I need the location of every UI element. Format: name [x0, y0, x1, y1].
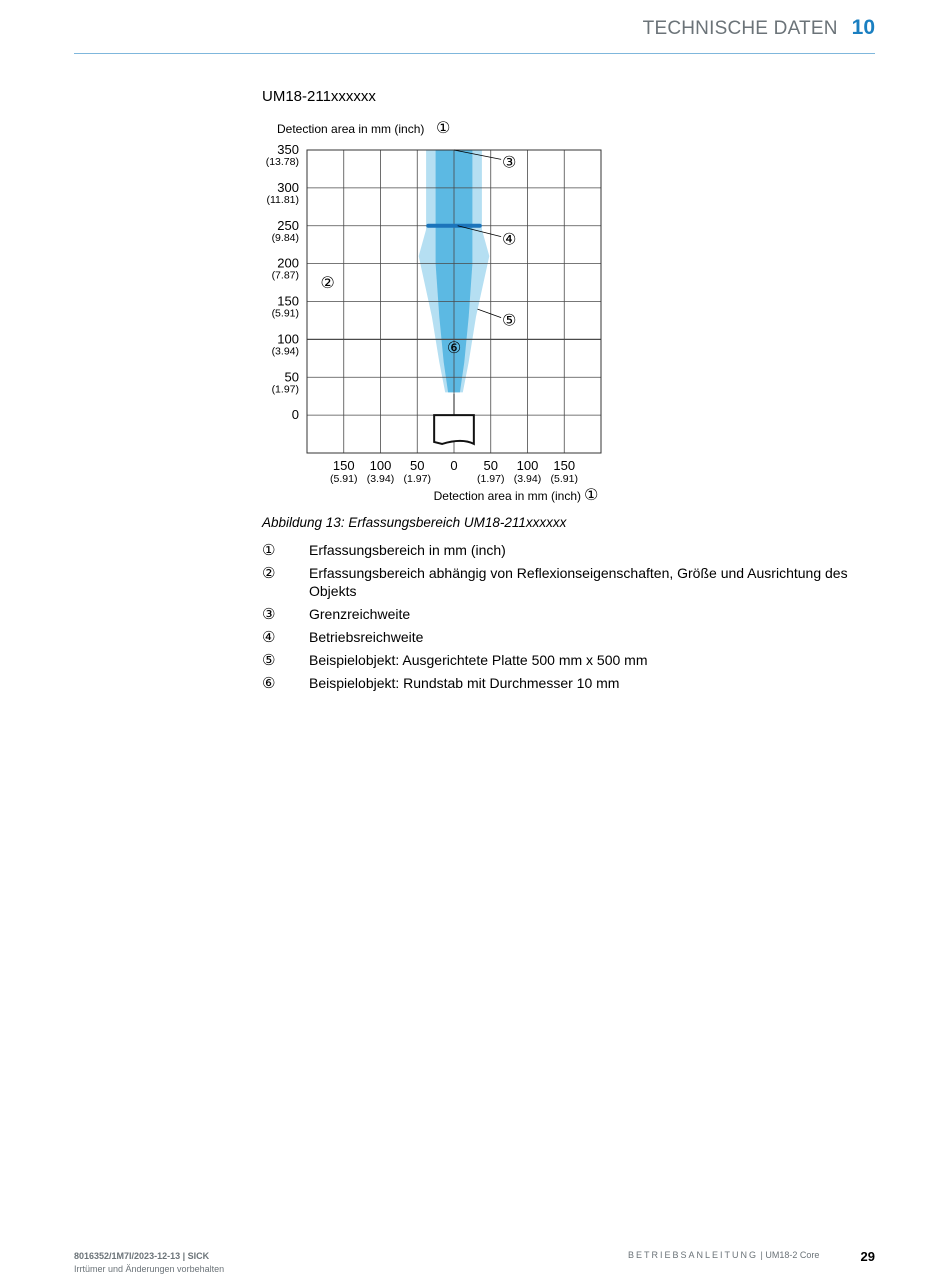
legend-text: Grenzreichweite [309, 606, 411, 622]
y-tick-label: 250 [277, 217, 299, 233]
footer-right [628, 1250, 819, 1260]
document-type: BETRIEBSANLEITUNG [628, 1250, 759, 1260]
callout-label: ④ [501, 231, 517, 249]
legend-text: Beispielobjekt: Rundstab mit Durchmesser 10 mm [309, 675, 620, 691]
header-divider [74, 53, 875, 54]
x-tick-label: 150 [332, 458, 355, 473]
y-tick-label: 100 [277, 331, 299, 347]
section-title: TECHNISCHE DATEN [642, 18, 838, 39]
y-tick-sublabel: (5.91) [271, 307, 299, 320]
legend-item [262, 541, 862, 559]
x-tick-sublabel: (5.91) [550, 473, 578, 485]
callout-label: ⑥ [446, 339, 462, 357]
x-tick-label: 0 [450, 458, 458, 473]
y-tick-label: 50 [284, 369, 299, 385]
legend-number: ③ [262, 605, 276, 623]
legend-text: Erfassungsbereich in mm (inch) [309, 542, 506, 558]
section-number: 10 [851, 16, 875, 39]
legend-number: ④ [262, 628, 276, 646]
document-id: 8016352/1M7I/2023-12-13 | SICK [74, 1251, 210, 1261]
y-tick-label: 0 [291, 407, 299, 423]
x-tick-label: 100 [369, 458, 392, 473]
legend-number: ② [262, 564, 276, 582]
callout-label: ⑤ [501, 312, 517, 330]
y-tick-sublabel: (3.94) [271, 345, 299, 358]
y-tick-label: 350 [277, 142, 299, 157]
y-tick-label: 300 [277, 179, 299, 195]
callout-label: ③ [501, 154, 517, 172]
y-axis-title: Detection area in mm (inch) [277, 122, 425, 136]
x-tick-label: 100 [516, 458, 539, 473]
x-tick-sublabel: (3.94) [366, 473, 395, 485]
x-axis-marker: ① [584, 487, 599, 504]
y-tick-label: 150 [277, 293, 299, 309]
legend-number: ① [262, 541, 276, 559]
legend-item [262, 605, 862, 623]
x-tick-sublabel: (3.94) [513, 473, 542, 485]
legend-item [262, 628, 862, 646]
y-tick-sublabel: (7.87) [271, 269, 299, 282]
figure-caption: Abbildung 13: Erfassungsbereich UM18-211xxxxxx [262, 515, 567, 530]
y-tick-sublabel: (9.84) [271, 231, 299, 244]
product-name: | UM18-2 Core [760, 1250, 820, 1260]
legend-item [262, 651, 862, 669]
x-tick-label: 50 [483, 458, 498, 473]
disclaimer: Irrtümer und Änderungen vorbehalten [74, 1264, 225, 1274]
legend-text: Erfassungsbereich abhängig von Reflexionseigenschaften, Größe und Ausrichtung des Objekts [309, 565, 848, 599]
y-tick-sublabel: (11.81) [266, 193, 299, 206]
detection-area-chart [250, 110, 620, 510]
callout-label: ② [320, 274, 335, 292]
x-tick-sublabel: (1.97) [477, 473, 505, 485]
x-axis-title: Detection area in mm (inch) [433, 489, 581, 503]
page-number: 29 [860, 1249, 875, 1264]
figure-legend [262, 541, 862, 697]
x-tick-sublabel: (5.91) [330, 473, 358, 485]
x-tick-label: 50 [410, 458, 425, 473]
y-tick-sublabel: (13.78) [265, 156, 299, 168]
legend-number: ⑥ [262, 674, 276, 692]
y-axis-marker: ① [436, 120, 451, 137]
footer-left [74, 1250, 224, 1276]
x-tick-sublabel: (1.97) [403, 473, 431, 485]
x-tick-label: 150 [553, 458, 576, 473]
legend-number: ⑤ [262, 651, 276, 669]
y-tick-label: 200 [277, 255, 299, 271]
legend-item [262, 674, 862, 692]
figure-title: UM18-211xxxxxx [262, 88, 376, 105]
y-tick-sublabel: (1.97) [271, 383, 299, 396]
legend-text: Beispielobjekt: Ausgerichtete Platte 500 mm x 500 mm [309, 652, 648, 668]
legend-item [262, 564, 862, 600]
callout-leader [478, 309, 502, 318]
legend-text: Betriebsreichweite [309, 629, 424, 645]
sensor-icon [434, 415, 474, 444]
